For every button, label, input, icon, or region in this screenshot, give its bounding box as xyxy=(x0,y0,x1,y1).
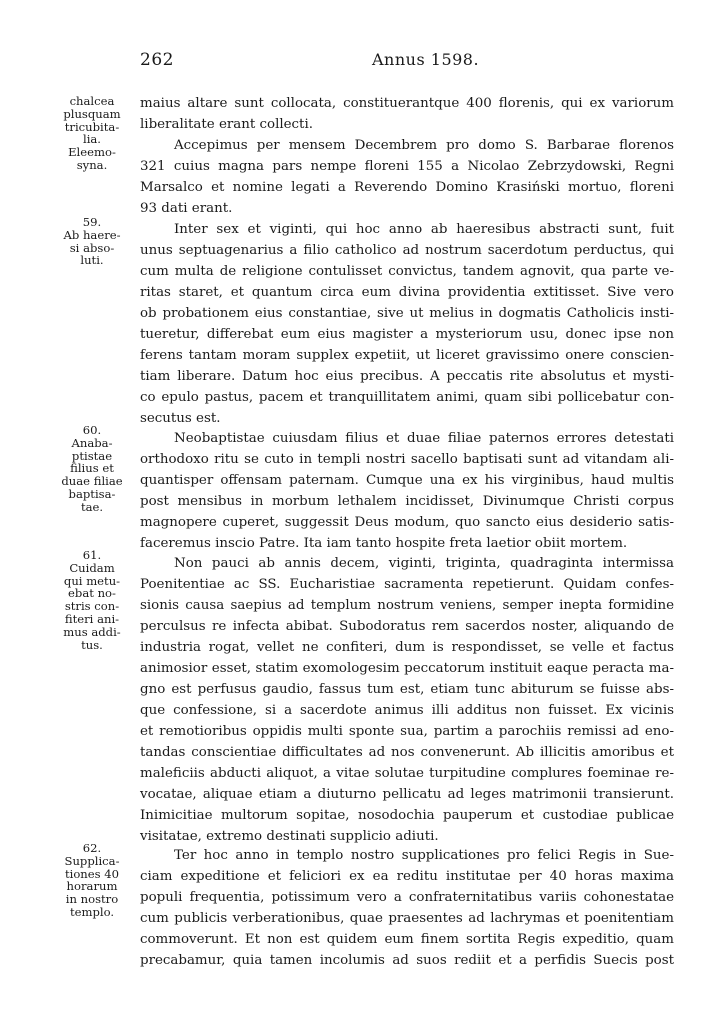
text-line: magnopere cuperet, suggessit Deus modum, quo sancto eius desiderio satis- xyxy=(140,515,674,530)
margin-line: duae filiae xyxy=(61,474,123,489)
text-line: que confessione, si a sacerdote animus illi additus non fuisset. Ex vicinis xyxy=(140,703,674,718)
text-line: cum publicis verberationibus, quae praesentes ad lachrymas et poenitentiam xyxy=(140,911,674,926)
text-line: et remotioribus oppidis multi sponte sua, partim a parochiis remissi ad eno- xyxy=(140,724,674,739)
text-line: Accepimus per mensem Decembrem pro domo S. Barbarae florenos xyxy=(174,138,674,153)
text-line: ob probationem eius constantiae, sive ut melius in dogmatis Catholicis insti- xyxy=(140,306,674,321)
margin-line: mus addi- xyxy=(63,624,121,639)
margin-line: in nostro xyxy=(65,892,119,907)
text-line: faceremus inscio Patre. Ita iam tanto hospite freta laetior obiit mortem. xyxy=(140,536,628,551)
text-line: Inimicitiae multorum sopitae, nosodochia pauperum et custodiae publicae xyxy=(140,808,674,823)
margin-line: 62. xyxy=(82,841,102,855)
margin-line: Anaba- xyxy=(71,435,113,450)
text-line: maius altare sunt collocata, constituerantque 400 florenis, qui ex variorum xyxy=(140,96,674,111)
margin-line: tiones 40 xyxy=(64,866,120,881)
margin-line: baptisa- xyxy=(68,486,116,501)
margin-line: Supplica- xyxy=(64,853,120,868)
margin-line: qui metu- xyxy=(63,573,121,588)
paragraph-5 xyxy=(140,553,674,847)
margin-line: 59. xyxy=(82,215,102,229)
text-line: unus septuagenarius a filio catholico ad nostrum sacerdotum perductus, qui xyxy=(140,243,674,258)
margin-line: Eleemo- xyxy=(68,145,116,160)
text-line: ritas staret, et quantum circa eum divina providentia extitisset. Sive vero xyxy=(140,285,674,300)
margin-line: Cuidam xyxy=(69,560,115,575)
margin-line: tae. xyxy=(80,499,104,514)
text-line: maleficiis abducti aliquot, a vitae solutae turpitudine complures foeminae re- xyxy=(140,766,674,781)
paragraph-1 xyxy=(140,93,674,135)
margin-line: chalcea xyxy=(69,94,115,108)
margin-note-60 xyxy=(56,424,128,514)
text-line: secutus est. xyxy=(140,411,221,426)
paragraph-6 xyxy=(140,845,674,971)
text-line: post mensibus in morbum lethalem incidisset, Divinumque Christi corpus xyxy=(140,494,674,509)
text-line: tueretur, differebat eum eius magister a mysteriorum usu, donec ipse non xyxy=(140,327,674,342)
text-line: perculsus re infecta abibat. Subodoratus rem sacerdos noster, aliquando de xyxy=(140,619,674,634)
margin-line: tus. xyxy=(81,637,103,652)
running-head: Annus 1598. xyxy=(372,50,480,69)
text-line: Marsalco et nomine legati a Reverendo Domino Krasiński mortuo, floreni xyxy=(140,180,674,195)
text-line: populi frequentia, potissimum vero a confraternitatibus variis cohonestatae xyxy=(140,890,674,905)
margin-line: templo. xyxy=(69,904,115,919)
text-line: ciam expeditione et feliciori ex ea reditu institutae per 40 horas maxima xyxy=(140,869,674,884)
margin-line: 61. xyxy=(82,548,102,562)
text-line: Non pauci ab annis decem, viginti, triginta, quadraginta intermissa xyxy=(174,556,674,571)
margin-line: stris con- xyxy=(64,599,120,614)
text-line: visitatae, extremo destinati supplicio adiuti. xyxy=(140,829,439,844)
text-line: precabamur, quia tamen incolumis ad suos rediit et a perfidis Suecis post xyxy=(140,953,674,968)
margin-line: Ab haere- xyxy=(63,227,121,242)
margin-line: syna. xyxy=(76,157,108,172)
text-line: liberalitate erant collecti. xyxy=(140,117,313,132)
text-line: Ter hoc anno in templo nostro supplicationes pro felici Regis in Sue- xyxy=(174,848,674,863)
paragraph-2 xyxy=(140,135,674,219)
margin-line: lia. xyxy=(82,132,101,147)
text-line: orthodoxo ritu se cuto in templi nostri sacello baptisati sunt ad vitandam ali- xyxy=(140,452,674,467)
text-line: animosior esset, statim exomologesim peccatorum instituit eaque peracta ma- xyxy=(140,661,674,676)
margin-line: fiteri ani- xyxy=(64,611,120,626)
text-line: vocatae, aliquae etiam a diuturno pellicatu ad leges matrimonii transierunt. xyxy=(140,787,674,802)
text-line: ferens tantam moram supplex expetiit, ut liceret gravissimo onere conscien- xyxy=(140,348,674,363)
paragraph-4 xyxy=(140,428,674,554)
margin-note-61 xyxy=(56,549,128,651)
margin-line: 60. xyxy=(82,423,102,437)
margin-line: tricubita- xyxy=(64,119,120,134)
text-line: sionis causa saepius ad templum nostrum veniens, semper inepta formidine xyxy=(140,598,674,613)
page-header xyxy=(140,50,660,74)
text-line: tandas conscientiae difficultates ad nos convenerunt. Ab illicitis amoribus et xyxy=(140,745,674,760)
text-line: tiam liberare. Datum hoc eius precibus. A peccatis rite absolutus et mysti- xyxy=(140,369,674,384)
text-line: gno est perfusus gaudio, fassus tum est, etiam tunc abiturum se fuisse abs- xyxy=(140,682,674,697)
margin-line: plusquam xyxy=(63,106,121,121)
margin-note-59 xyxy=(56,216,128,267)
text-line: 93 dati erant. xyxy=(140,201,233,216)
text-line: cum multa de religione contulisset convictus, tandem agnovit, qua parte ve- xyxy=(140,264,674,279)
margin-line: horarum xyxy=(66,879,118,894)
margin-line: ebat no- xyxy=(68,586,116,601)
page-number: 262 xyxy=(140,50,174,70)
margin-line: filius et xyxy=(70,461,114,476)
text-line: commoverunt. Et non est quidem eum finem sortita Regis expeditio, quam xyxy=(140,932,674,947)
margin-line: si abso- xyxy=(69,240,115,255)
margin-line: ptistae xyxy=(71,448,113,463)
margin-note-58 xyxy=(56,95,128,172)
text-line: Neobaptistae cuiusdam filius et duae filiae paternos errores detestati xyxy=(174,431,674,446)
text-line: industria rogat, vellet ne confiteri, dum is respondisset, se velle et factus xyxy=(140,640,674,655)
text-line: 321 cuius magna pars nempe floreni 155 a Nicolao Zebrzydowski, Regni xyxy=(140,159,674,174)
margin-note-62 xyxy=(56,842,128,919)
text-line: co epulo pastus, pacem et tranquillitatem animi, quam sibi pollicebatur con- xyxy=(140,390,674,405)
paragraph-3 xyxy=(140,219,674,429)
margin-line: luti. xyxy=(80,253,104,268)
text-line: Poenitentiae ac SS. Eucharistiae sacramenta repetierunt. Quidam confes- xyxy=(140,577,674,592)
text-line: Inter sex et viginti, qui hoc anno ab haeresibus abstracti sunt, fuit xyxy=(174,222,674,237)
text-line: quantisper offensam paternam. Cumque una ex his virginibus, haud multis xyxy=(140,473,674,488)
